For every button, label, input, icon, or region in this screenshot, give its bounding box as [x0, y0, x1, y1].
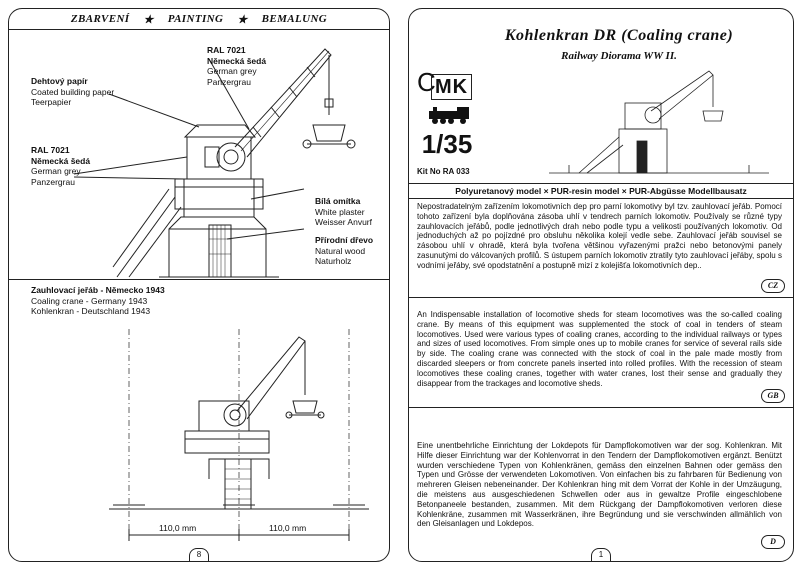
lang-badge-cz: CZ — [761, 279, 785, 293]
header-de: BEMALUNG — [261, 13, 328, 25]
plaster-cz: Bílá omítka — [315, 196, 361, 206]
divider — [409, 297, 793, 298]
painting-header — [9, 9, 389, 30]
header-cz: ZBARVENÍ — [70, 13, 130, 25]
wood-cz: Přírodní dřevo — [315, 235, 374, 245]
logo-c: C — [417, 67, 436, 97]
star-icon: ★ — [143, 13, 154, 26]
label-plaster — [315, 196, 372, 228]
star-icon: ★ — [237, 13, 248, 26]
cmk-logo — [417, 67, 479, 127]
locomotive-icon — [427, 107, 473, 125]
label-paper — [31, 76, 114, 108]
caption-cz: Zauhlovací jeřáb - Německo 1943 — [31, 285, 165, 295]
divider — [9, 279, 389, 280]
crane-thumbnail — [549, 67, 769, 179]
color-name-cz: Německá šedá — [31, 155, 91, 166]
page-subtitle: Railway Diorama WW II. — [561, 50, 677, 62]
logo-mk: MK — [431, 74, 472, 100]
crane-dimension-drawing — [9, 329, 389, 549]
paper-de: Teerpapier — [31, 97, 72, 107]
label-ral-left — [31, 145, 90, 187]
text-cz: Nepostradatelným zařízením lokomotivních dep pro parní lokomotivy byl tzv. zauhlovací jeřáb. Pomocí tohoto zařízení byla doplňována zásoba uhlí v tendrech parních lokomotiv. Používaly se různé typy zauhlovacích jeřábů, podle jednotlivých drah nebo podle typu a velikosti používaných lokomotiv. Od jednoduchých až po pojízdné pro obsluhu několika kolejí vedle sebe. Zauhlovací jeřáb souvisel se zásobou uhlí v ohradě, která byla tvořena většinou vyřazenými pražci nebo betonovými panely zasunutými do válcovaných profilů. S ústupem parních lokomotiv ztratily tyto zauhlovací jeřáby, spolu s vodními jeřáby, své opodstatnění a postupně mizí z kolejišťa lokomotivních dep.. — [417, 202, 782, 270]
label-wood — [315, 235, 373, 267]
lang-badge-d: D — [761, 535, 785, 549]
page-number: 1 — [591, 548, 611, 562]
divider — [409, 407, 793, 408]
ral-code: RAL 7021 — [31, 145, 70, 155]
color-name-en: German grey — [207, 66, 257, 76]
plaster-de: Weisser Anvurf — [315, 217, 373, 227]
page-number: 8 — [189, 548, 209, 562]
dimension-right: 110,0 mm — [269, 523, 307, 533]
dimension-left: 110,0 mm — [159, 523, 197, 533]
divider — [409, 198, 793, 199]
divider — [409, 183, 793, 184]
wood-en: Natural wood — [315, 245, 366, 256]
painting-page — [8, 8, 390, 562]
paper-cz: Dehtový papír — [31, 76, 88, 86]
text-gb: An Indispensable installation of locomotive sheds for steam locomotives was the so-called coaling crane. By means of this equipment was supplemented the stock of coal in tenders of steam locomotives. Used were various types of coaling cranes, according to the individual railways or types and sizes of used locomotives. From simple ones up to mobile cranes for service of several rails side by side. The coaling crane was connected with the stock of coal in the pale made mostly from discarded sleepers or from concrete panels inserted into rolled profiles. With the recession of steam locomotives these coaling cranes, together with water cranes, lost their sense and gradually they disappear from the trackages and locomotive sheds. — [417, 310, 782, 388]
page-title: Kohlenkran DR (Coaling crane) — [504, 27, 734, 44]
color-name-de: Panzergrau — [31, 176, 75, 187]
paper-en: Coated building paper — [31, 86, 115, 97]
caption-en: Coaling crane - Germany 1943 — [31, 295, 148, 306]
caption-de: Kohlenkran - Deutschland 1943 — [31, 306, 151, 316]
description-page — [408, 8, 794, 562]
text-d: Eine unentbehrliche Einrichtung der Lokdepots für Dampflokomotiven war der sog. Kohlenkran. Mit Hilfe dieser Einrichtung war der Kohlenvorrat in den Tendern der Dampflokomotiven ergänzt. Benützt wurden verschiedene Typen von Kohlenkränen, gemäss den einzelnen Bahnen oder gemäss den Typen und Grösse der verwendeten Lokomotiven. Von einfachen bis zu fahrbaren für Bedienung von mehreren Gleisen nebeneinander. Der Kohlenkran hing mit dem Vorrat der Kohle in der Umzäugung, die meistens aus ausgeschiedenen Schwellen oder aus in gewaltze Profile eingeschlobene Betonpaneele bestanden, zusammen. Mit dem Rückgang der Dampflokomotiven verloren diese Kohlenkräne, zusammen mit Wasserkränen, ihre Begründung und sie verschwinden allmählich von den Gleisanlagen und Lokdepos. — [417, 441, 782, 529]
wood-de: Naturholz — [315, 256, 352, 266]
kit-number: Kit No RA 033 — [417, 167, 470, 176]
header-en: PAINTING — [167, 13, 224, 25]
caption — [31, 285, 165, 317]
ral-code: RAL 7021 — [207, 45, 246, 55]
color-name-de: Panzergrau — [207, 76, 251, 87]
label-ral-top — [207, 45, 266, 87]
color-name-cz: Německá šedá — [207, 55, 267, 66]
lang-badge-gb: GB — [761, 389, 785, 403]
color-name-en: German grey — [31, 166, 81, 176]
material-line: Polyuretanový model × PUR-resin model × PUR-Abgüsse Modellbausatz — [455, 186, 747, 196]
plaster-en: White plaster — [315, 206, 365, 217]
scale-label: 1/35 — [421, 129, 473, 159]
